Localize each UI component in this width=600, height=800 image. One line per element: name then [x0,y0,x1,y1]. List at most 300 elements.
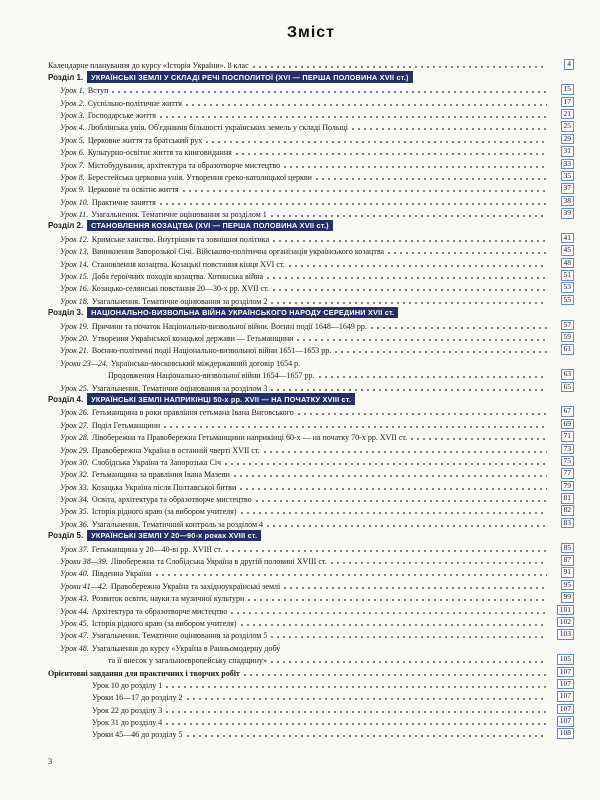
entry-title: Орієнтовні завдання для практичних і творчих робіт [48,668,240,678]
dot-leader [316,178,547,180]
entry-label: Урок 36. [60,519,89,529]
toc-row [48,529,574,541]
page-number: 95 [563,579,571,589]
page-link[interactable] [561,468,575,479]
dot-leader [319,376,547,378]
dot-leader [166,711,547,713]
entry-label: Розділ 1. [48,72,84,82]
page-number: 48 [563,257,571,267]
dot-leader [187,698,548,700]
toc-row [48,256,574,268]
toc-row [48,616,574,628]
entry-label: Урок 30. [60,457,89,467]
toc-row [48,355,574,367]
dot-leader [284,587,547,589]
toc-row [48,83,574,95]
page-col [550,518,574,529]
page-col [550,344,574,355]
page-col [550,667,574,678]
page-number: 39 [563,208,571,218]
toc-row [48,467,574,479]
page-col [550,382,574,393]
entry-title: Узагальнення до курсу «Україна в Ранньомодерну добу [91,643,281,653]
page-col [550,121,574,132]
page-number: 57 [563,319,571,329]
dot-leader [160,116,547,118]
entry-title: Узагальнення. Тематичний контроль за розділом 4 [91,519,264,529]
entry-title: Утворення Української козацької держави — Гетьманщини [91,333,294,343]
entry-label: Урок 48. [60,643,89,653]
page-number: 105 [559,654,571,664]
toc-row [48,640,574,652]
page-link[interactable] [561,134,575,145]
dot-leader [244,674,547,676]
dot-leader [289,265,547,267]
toc-row [48,145,574,157]
dot-leader [298,413,547,415]
page-link[interactable] [561,332,575,343]
page-link[interactable] [561,580,575,591]
toc-row [48,368,574,380]
entry-label: Урок 18. [60,296,89,306]
dot-leader [267,277,547,279]
toc-row [48,244,574,256]
dot-leader [267,525,547,527]
page-link[interactable] [561,282,575,293]
page-link[interactable] [561,456,575,467]
entry-title: Лівобережна та Правобережна Гетьманщини наприкінці 60-х — на початку 70-х рр. XVII ст. [91,433,408,443]
page-number: 99 [563,592,571,602]
page-link[interactable] [561,196,575,207]
page-col [550,629,574,640]
toc-row [48,219,574,231]
entry-label: Урок 40. [60,569,89,579]
page-col [550,654,574,665]
page-link[interactable] [561,518,575,529]
toc-row [48,504,574,516]
entry-label: Урок 29. [60,445,89,455]
toc-row [48,492,574,504]
page-number: 91 [563,567,571,577]
entry-label: Урок 43. [60,594,89,604]
entry-label: Урок 1. [60,86,85,96]
entry-label: Урок 37. [60,544,89,554]
entry-label: Урок 15. [60,272,89,282]
page-link[interactable] [561,493,575,504]
page-link[interactable] [561,567,575,578]
page-link[interactable] [557,716,574,727]
page-title: Зміст [286,24,336,41]
entry-label: Урок 16. [60,284,89,294]
entry-label: Урок 34. [60,495,89,505]
entry-label: Уроки 38—39. [60,557,108,567]
page-link[interactable] [557,728,574,739]
entry-title: Люблінська унія. Об'єднання більшості українських земель у складі Польщі [87,123,348,133]
page-number: 69 [563,418,571,428]
toc-row [48,442,574,454]
page-link[interactable] [561,320,575,331]
page-link[interactable] [561,84,575,95]
page-col [550,456,574,467]
entry-label: Уроки 23—24. [60,358,108,368]
toc-row [48,715,574,727]
page-col [550,233,574,244]
page-number: 107 [559,678,571,688]
page-link[interactable] [561,444,575,455]
page-col [550,481,574,492]
page-col [550,468,574,479]
page-number: 31 [563,146,571,156]
entry-title: Урок 10 до розділу 1 [92,680,163,690]
entry-title: Гетьманщина в роки правління гетьмана Івана Виговського [91,408,294,418]
entry-title: Правобережна Україна в останній чверті XVII ст. [91,445,260,455]
toc-row [48,331,574,343]
entry-label: Розділ 3. [48,308,84,318]
page-number: 87 [563,555,571,565]
page-link[interactable] [561,171,575,182]
page-link[interactable] [557,617,574,628]
page-link[interactable] [557,691,574,702]
entry-title: Узагальнення. Тематичне оцінювання за розділом 2 [91,296,268,306]
entry-title: Історія рідного краю (за вибором учителя) [91,507,237,517]
entry-title: Узагальнення. Тематичне оцінювання за розділом 5 [91,631,268,641]
page-link[interactable] [561,419,575,430]
dot-leader [206,141,547,143]
page-number: 38 [563,195,571,205]
dot-leader [297,339,547,341]
entry-title: Становлення козацтва. Козацькі повстання кінця XVI ст. [91,259,285,269]
page-col [550,208,574,219]
page-link[interactable] [561,270,575,281]
page-col [550,679,574,690]
toc-row [48,591,574,603]
page-col [550,691,574,702]
page-col [550,332,574,343]
entry-label: Урок 9. [60,185,85,195]
dot-leader [271,215,547,217]
page-number: 75 [563,455,571,465]
dot-leader [226,550,547,552]
entry-title: Доба героїчних походів козацтва. Хотинська війна [91,272,264,282]
entry-title: Архітектура та образотворче мистецтво [91,606,228,616]
page-number: 77 [563,468,571,478]
entry-title: Гетьманщина у 20—40-ві рр. XVIII ст. [91,544,223,554]
entry-title: Церковне життя та братський рух [87,135,203,145]
page-link[interactable] [561,344,575,355]
page-col [550,406,574,417]
dot-leader [248,599,547,601]
entry-label: Урок 27. [60,420,89,430]
page-col [550,258,574,269]
page-link[interactable] [561,208,575,219]
dot-leader [234,475,547,477]
entry-label: Урок 44. [60,606,89,616]
page-number: 85 [563,542,571,552]
entry-title: Урок 22 до розділу 3 [92,705,163,715]
dot-leader [241,512,548,514]
page-link[interactable] [561,382,575,393]
page-number: 107 [559,691,571,701]
toc-list [48,58,574,739]
entry-label: Урок 20. [60,333,89,343]
page-col [550,245,574,256]
dot-leader [156,574,547,576]
toc-row [48,269,574,281]
entry-title: Практичне заняття [91,197,156,207]
toc-row [48,157,574,169]
toc-row [48,95,574,107]
dot-leader [160,203,547,205]
entry-title: Історія рідного краю (за вибором учителя) [91,618,237,628]
dot-leader [335,351,547,353]
page-link[interactable] [561,592,575,603]
toc-row [48,541,574,553]
toc-row [48,455,574,467]
dot-leader [187,735,548,737]
page-col [550,159,574,170]
page-link[interactable] [561,159,575,170]
toc-row [48,690,574,702]
dot-leader [183,190,547,192]
entry-title: Вступ [87,86,109,96]
toc-row [48,665,574,677]
dot-leader [371,327,547,329]
toc-row [48,516,574,528]
entry-title: УКРАЇНСЬКІ ЗЕМЛІ У СКЛАДІ РЕЧІ ПОСПОЛИТОЇ (XVI — ПЕРША ПОЛОВИНА XVII ст.) [87,71,413,83]
entry-title: Освіта, архітектура та образотворче мистецтво [91,495,252,505]
page-col [550,171,574,182]
page-col [550,617,574,628]
toc-row [48,702,574,714]
page-link[interactable] [561,258,575,269]
page-number: 81 [563,493,571,503]
entry-title: Містобудування, архітектура та образотворче мистецтво [87,160,281,170]
toc-row [48,578,574,590]
entry-label: Урок 32. [60,470,89,480]
entry-title: Причини та початок Національно-визвольної війни. Воєнні події 1648—1649 рр. [91,321,367,331]
page-number: 53 [563,282,571,292]
page-link[interactable] [557,667,574,678]
page-link[interactable] [557,605,574,616]
entry-label: Розділ 5. [48,531,84,541]
dot-leader [253,66,547,68]
entry-title: Південна Україна [91,569,152,579]
page-number: 79 [563,480,571,490]
entry-label: Урок 14. [60,259,89,269]
toc-row [48,108,574,120]
toc-row [48,132,574,144]
toc-row [48,628,574,640]
page-col [550,716,574,727]
entry-label: Урок 13. [60,247,89,257]
entry-label: Урок 12. [60,234,89,244]
page-col [550,196,574,207]
toc-row [48,207,574,219]
page-number: 61 [563,344,571,354]
page-col [550,270,574,281]
dot-leader [240,488,547,490]
toc-row [48,293,574,305]
dot-leader [264,451,547,453]
page-number: 102 [559,616,571,626]
page-link[interactable] [561,505,575,516]
entry-title: НАЦІОНАЛЬНО-ВИЗВОЛЬНА ВІЙНА УКРАЇНСЬКОГО НАРОДУ СЕРЕДИНИ XVII ст. [87,307,398,319]
page-number: 17 [563,96,571,106]
page-link[interactable] [561,245,575,256]
entry-label: Урок 45. [60,618,89,628]
toc-row [48,343,574,355]
entry-title: Календарне планування до курсу «Історія України». 8 клас [48,61,249,71]
page-link[interactable] [561,146,575,157]
toc-row [48,231,574,243]
page-number: 103 [559,629,571,639]
page-link[interactable] [561,121,575,132]
dot-leader [256,500,547,502]
page-number: 108 [559,728,571,738]
entry-title: УКРАЇНСЬКІ ЗЕМЛІ У 20—90-х роках XVIII ст. [87,530,261,542]
page-number: 73 [563,443,571,453]
entry-label: Розділ 2. [48,221,84,231]
page-link[interactable] [561,109,575,120]
entry-title: та її внесок у загальноєвропейську спадщину» [108,656,268,666]
entry-label: Урок 2. [60,98,85,108]
page-col [550,419,574,430]
page-col [550,183,574,194]
page-number: 101 [559,604,571,614]
toc-row [48,417,574,429]
page-col [550,369,574,380]
page-number: 65 [563,381,571,391]
page-number: 63 [563,369,571,379]
toc-row [48,182,574,194]
page-number: 83 [563,517,571,527]
dot-leader [186,104,547,106]
page-number: 71 [563,431,571,441]
entry-title: Виникнення Запорозької Січі. Військово-політична організація українського козацтва [91,247,385,257]
toc-row [48,603,574,615]
page-col [550,431,574,442]
dot-leader [166,723,547,725]
dot-leader [112,91,547,93]
toc-row [48,653,574,665]
page-number: 107 [559,703,571,713]
entry-title: Продовження Національно-визвольної війни 1654—1657 рр. [108,371,315,381]
page-link[interactable] [557,704,574,715]
entry-label: Урок 7. [60,160,85,170]
page-link[interactable] [557,679,574,690]
entry-label: Урок 6. [60,148,85,158]
page-link[interactable] [557,654,574,665]
entry-title: Правобережна Україна та західноукраїнські землі [110,581,281,591]
entry-title: Суспільно-політичне життя [87,98,182,108]
page-number: 15 [563,84,571,94]
entry-title: Воєнно-політичні події Національно-визвольної війни 1651—1653 рр. [91,346,332,356]
page-link[interactable] [561,543,575,554]
page-col [550,580,574,591]
page-number: 41 [563,232,571,242]
dot-leader [271,302,547,304]
entry-label: Урок 25. [60,383,89,393]
page-col [550,567,574,578]
toc-row [48,405,574,417]
toc-row [48,479,574,491]
page-link[interactable] [561,406,575,417]
entry-title: Слобідська Україна та Запорозька Січ [91,457,222,467]
toc-row [48,678,574,690]
dot-leader [271,636,547,638]
entry-label: Урок 19. [60,321,89,331]
toc-row [48,194,574,206]
entry-title: Урок 31 до розділу 4 [92,718,163,728]
page-link[interactable] [557,629,574,640]
dot-leader [273,240,547,242]
toc-row [48,170,574,182]
page-col [550,295,574,306]
dot-leader [241,624,548,626]
entry-title: Козацько-селянські повстання 20—30-х рр. XVII ст. [91,284,269,294]
toc-row [48,318,574,330]
page-link[interactable] [561,183,575,194]
entry-label: Урок 5. [60,135,85,145]
page-col [550,493,574,504]
toc-row [48,393,574,405]
entry-title: Розвиток освіти, науки та музичної культури [91,594,245,604]
entry-title: Господарське життя [87,110,156,120]
entry-title: Козацька Україна після Полтавської битви [91,482,237,492]
page-number: 25 [563,121,571,131]
dot-leader [271,389,547,391]
page-link[interactable] [561,555,575,566]
page-link[interactable] [561,431,575,442]
entry-label: Урок 35. [60,507,89,517]
entry-label: Розділ 4. [48,394,84,404]
page-col [550,505,574,516]
page-link[interactable] [564,59,574,70]
entry-title: Церковне та освітнє життя [87,185,179,195]
dot-leader [284,166,547,168]
page-link[interactable] [561,369,575,380]
entry-title: УКРАЇНСЬКІ ЗЕМЛІ НАПРИКІНЦІ 50-х рр. XVII — НА ПОЧАТКУ XVIII ст. [87,393,355,405]
entry-label: Урок 47. [60,631,89,641]
entry-title: Берестейська церковна унія. Утворення греко-католицької церкви [87,172,312,182]
toc-row [48,306,574,318]
page-number: 37 [563,183,571,193]
toc-row [48,554,574,566]
entry-title: Кримське ханство. Внутрішня та зовнішня політика [91,234,270,244]
page-number: 107 [559,716,571,726]
page-link[interactable] [561,233,575,244]
page-number: 82 [563,505,571,515]
entry-title: Узагальнення. Тематичне оцінювання за розділом 1 [91,210,267,220]
page-link[interactable] [561,97,575,108]
page-number: 35 [563,170,571,180]
page-number: 33 [563,158,571,168]
entry-title: Узагальнення. Тематичне оцінювання за розділом 3 [91,383,268,393]
page-col [550,543,574,554]
entry-title: Уроки 45—46 до розділу 5 [92,730,183,740]
entry-title: Уроки 16—17 до розділу 2 [92,693,183,703]
dot-leader [231,612,547,614]
page-link[interactable] [561,481,575,492]
page-number: 4 [567,59,571,69]
toc-row [48,380,574,392]
page-col [550,282,574,293]
page-col [550,109,574,120]
entry-title: Українсько-московський міждержавний договір 1654 р. [110,358,301,368]
dot-leader [166,686,547,688]
page-link[interactable] [561,295,575,306]
page-col [550,97,574,108]
